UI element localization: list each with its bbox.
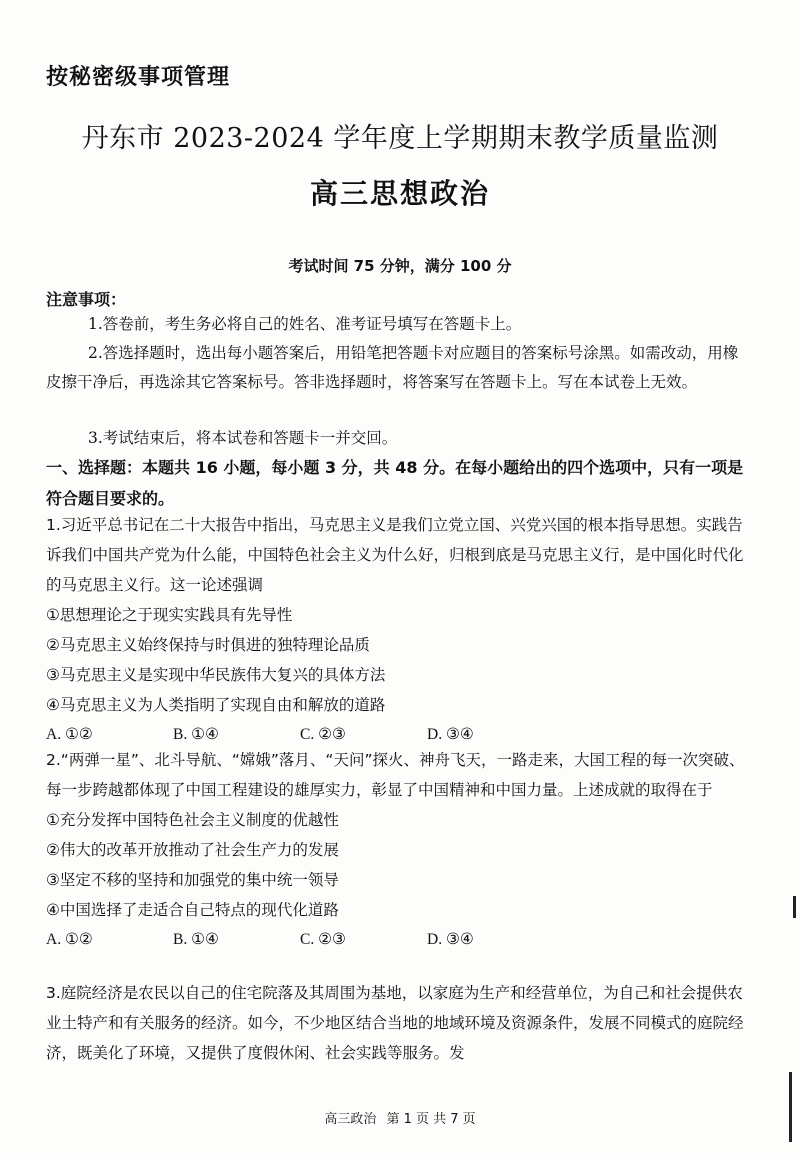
question-statement: ①充分发挥中国特色社会主义制度的优越性: [46, 811, 339, 829]
question-statement: ④中国选择了走适合自己特点的现代化道路: [46, 901, 339, 919]
note-item: 2.答选择题时，选出每小题答案后，用铅笔把答题卡对应题目的答案标号涂黑。如需改动，用橡皮擦干净后，再选涂其它答案标号。答非选择题时，将答案写在答题卡上。写在本试卷上无效。: [46, 344, 739, 391]
scan-edge-mark: [793, 896, 796, 918]
question-statement: ③马克思主义是实现中华民族伟大复兴的具体方法: [46, 666, 386, 684]
scan-edge-mark: [789, 1072, 792, 1142]
option-d: D. ③④: [427, 726, 474, 743]
note-item: 3.考试结束后，将本试卷和答题卡一并交回。: [88, 429, 398, 447]
section-heading: 一、选择题：本题共 16 小题，每小题 3 分，共 48 分。在每小题给出的四个选项中，只有一项是符合题目要求的。: [46, 458, 744, 508]
subject-title: 高三思想政治: [309, 177, 490, 210]
option-a: A. ①②: [46, 726, 93, 743]
question-statement: ③坚定不移的坚持和加强党的集中统一领导: [46, 871, 339, 889]
exam-title: 丹东市 2023-2024 学年度上学期期末教学质量监测: [81, 123, 719, 154]
exam-info: 考试时间 75 分钟，满分 100 分: [288, 257, 512, 275]
option-a: A. ①②: [46, 931, 93, 948]
question-stem: 2.“两弹一星”、北斗导航、“嫦娥”落月、“天问”探火、神舟飞天，一路走来，大国工程的每一次突破、每一步跨越都体现了中国工程建设的雄厚实力，彰显了中国精神和中国力量。上述成就的取得在于: [46, 751, 745, 799]
question-stem: 1.习近平总书记在二十大报告中指出，马克思主义是我们立党立国、兴党兴国的根本指导思想。实践告诉我们中国共产党为什么能，中国特色社会主义为什么好，归根到底是马克思主义行，是中国化时代化的马克思主义行。这一论述强调: [46, 516, 744, 594]
option-c: C. ②③: [300, 726, 346, 743]
page-footer: [0, 1108, 800, 1127]
note-item: 1.答卷前，考生务必将自己的姓名、准考证号填写在答题卡上。: [88, 315, 522, 333]
page-number: 第 1 页 共 7 页: [386, 1112, 476, 1127]
option-b: B. ①④: [173, 726, 219, 743]
answer-options: [46, 925, 748, 955]
question-2: [46, 745, 748, 955]
question-stem: 3.庭院经济是农民以自己的住宅院落及其周围为基地，以家庭为生产和经营单位，为自己和社会提供农业土特产和有关服务的经济。如今，不少地区结合当地的地域环境及资源条件，发展不同模式的庭院经济，既美化了环境，又提供了度假休闲、社会实践等服务。发: [46, 984, 744, 1062]
option-d: D. ③④: [427, 931, 474, 948]
confidential-label: 按秘密级事项管理: [46, 65, 231, 90]
question-statement: ②伟大的改革开放推动了社会生产力的发展: [46, 841, 339, 859]
footer-subject: 高三政治: [324, 1112, 377, 1127]
notes-heading: 注意事项：: [46, 290, 127, 309]
question-statement: ②马克思主义始终保持与时俱进的独特理论品质: [46, 636, 370, 654]
question-statement: ①思想理论之于现实实践具有先导性: [46, 606, 293, 624]
question-1: [46, 510, 748, 750]
question-3: [46, 978, 748, 1068]
option-b: B. ①④: [173, 931, 219, 948]
option-c: C. ②③: [300, 931, 346, 948]
question-statement: ④马克思主义为人类指明了实现自由和解放的道路: [46, 696, 386, 714]
